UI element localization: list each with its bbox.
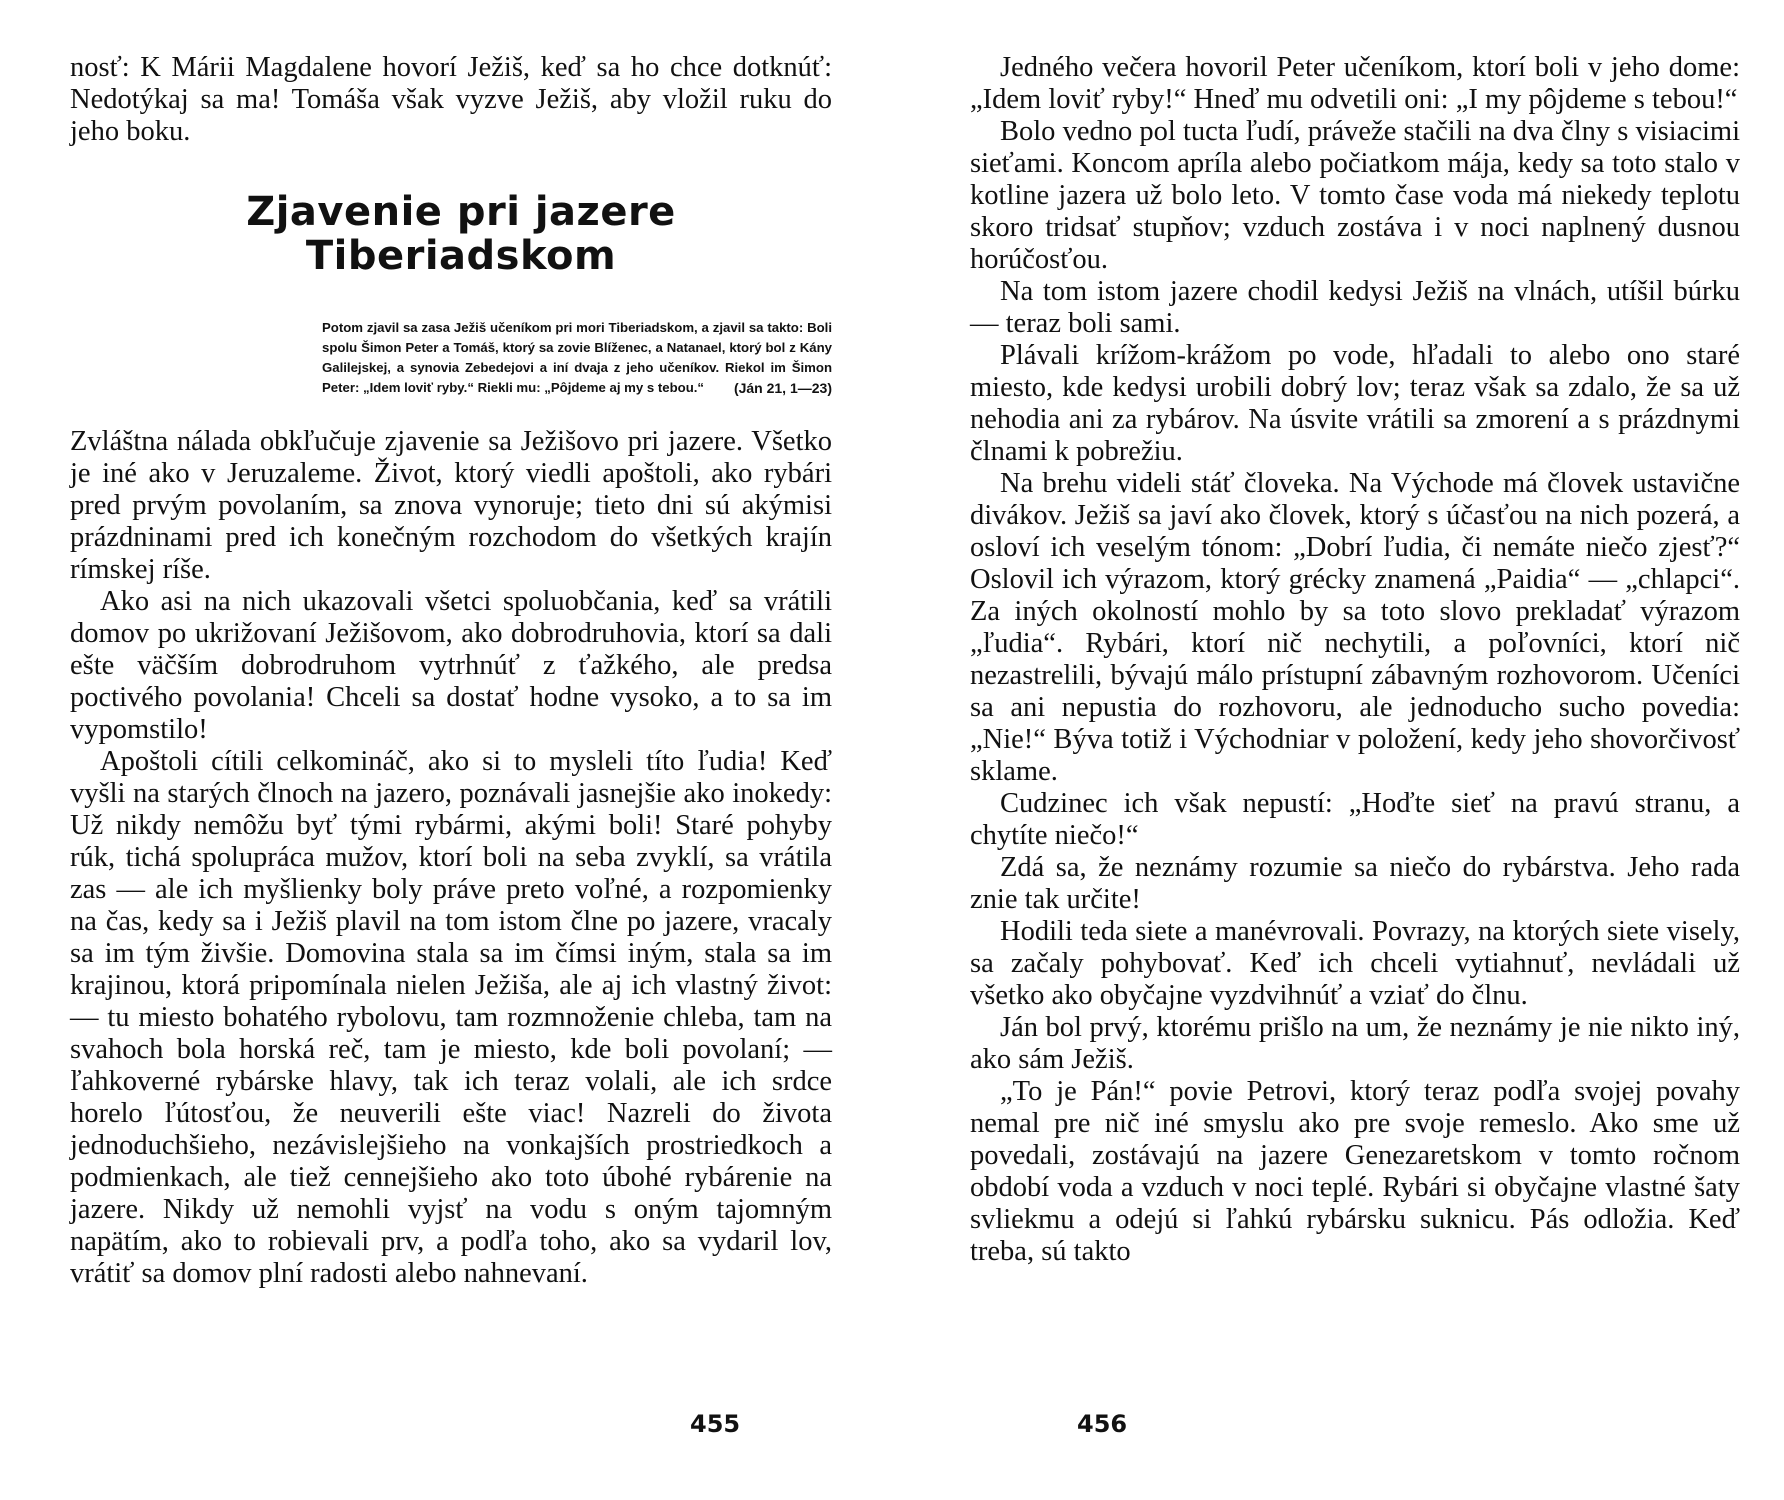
left-text-column	[70, 52, 832, 1290]
epigraph-text: Potom zjavil sa zasa Ježiš učeníkom pri mori Tiberiadskom, a zjavil sa takto: Boli spolu Šimon Peter a Tomáš, ktorý sa zovie Blíženec, a Natanael, ktorý bol z Kány Galilejskej, a synovia Zebedejovi a iní dvaja z jeho učeníkov. Riekol im Šimon Peter: „Idem loviť ryby.“ Riekli mu: „Pôjdeme aj my s tebou.“	[322, 320, 832, 395]
body-paragraph: Cudzinec ich však nepustí: „Hoďte sieť na pravú stranu, a chytíte niečo!“	[970, 788, 1740, 851]
right-text-column	[970, 52, 1740, 1268]
body-paragraph: Zdá sa, že neznámy rozumie sa niečo do rybárstva. Jeho rada znie tak určite!	[970, 852, 1740, 915]
page-number: 456	[1077, 1410, 1128, 1438]
scripture-epigraph	[322, 318, 832, 398]
epigraph-reference: (Ján 21, 1—23)	[733, 380, 832, 396]
continued-paragraph: nosť: K Márii Magdalene hovorí Ježiš, keď sa ho chce dotknúť: Nedotýkaj sa ma! Tomáša však vyzve Ježiš, aby vložil ruku do jeho boku.	[70, 52, 832, 147]
section-title: Zjavenie pri jazere Tiberiadskom	[246, 189, 676, 279]
body-paragraph: Zvláštna nálada obkľučuje zjavenie sa Ježišovo pri jazere. Všetko je iné ako v Jeruzaleme. Život, ktorý viedli apoštoli, ako rybári pred prvým povolaním, sa znova vynoruje; tieto dni sú akýmisi prázdninami pred ich konečným rozchodom do všetkých krajín rímskej ríše.	[70, 426, 832, 585]
body-paragraph: Hodili teda siete a manévrovali. Povrazy, na ktorých siete visely, sa začaly pohybovať. Keď ich chceli vytiahnuť, nevládali už všetko ako obyčajne vyzdvihnúť a vziať do člnu.	[970, 916, 1740, 1011]
body-paragraph: Apoštoli cítili celkomináč, ako si to mysleli títo ľudia! Keď vyšli na starých člnoch na jazero, poznávali jasnejšie ako inokedy: Už nikdy nemôžu byť tými rybármi, akými boli! Staré pohyby rúk, tichá spolupráca mužov, ktorí boli na seba zvyklí, sa vrátila zas — ale ich myšlienky boly práve preto voľné, a rozpomienky na čas, kedy sa i Ježiš plavil na tom istom člne po jazere, vracaly sa im tým živšie. Domovina stala sa im čímsi iným, stala sa im krajinou, ktorá pripomínala nielen Ježiša, ale aj ich vlastný život: — tu miesto bohatého rybolovu, tam rozmnoženie chleba, tam na svahoch bola horská reč, tam je miesto, kde boli povolaní; — ľahkoverné rybárske hlavy, tak ich teraz volali, ale ich srdce horelo ľútosťou, že neuverili ešte viac! Nazreli do života jednoduchšieho, nezávislejšieho na vonkajších prostriedkoch a podmienkach, ale tiež cennejšieho ako toto úbohé rybárenie na jazere. Nikdy už nemohli vyjsť na vodu s oným tajomným napätím, ako to robievali prv, a podľa toho, ako sa vydaril lov, vrátiť sa domov plní radosti alebo nahnevaní.	[70, 746, 832, 1289]
body-paragraph: Bolo vedno pol tucta ľudí, práveže stačili na dva člny s visiacimi sieťami. Koncom apríla alebo počiatkom mája, kedy sa toto stalo v kotline jazera už bolo leto. V tomto čase voda má niekedy teplotu skoro tridsať stupňov; vzduch zostáva i v noci naplnený dusnou horúčosťou.	[970, 116, 1740, 275]
body-paragraph: Jedného večera hovoril Peter učeníkom, ktorí boli v jeho dome: „Idem loviť ryby!“ Hneď mu odvetili oni: „I my pôjdeme s tebou!“	[970, 52, 1740, 115]
body-paragraph: Plávali krížom-krážom po vode, hľadali to alebo ono staré miesto, kde kedysi urobili dobrý lov; teraz však sa zdalo, že sa už nehodia ani za rybárov. Na úsvite vrátili sa zmorení a s prázdnymi člnami k pobrežiu.	[970, 340, 1740, 467]
body-paragraph: Na tom istom jazere chodil kedysi Ježiš na vlnách, utíšil búrku — teraz boli sami.	[970, 276, 1740, 339]
body-paragraph: Ján bol prvý, ktorému prišlo na um, že neznámy je nie nikto iný, ako sám Ježiš.	[970, 1012, 1740, 1075]
right-page	[892, 0, 1784, 1500]
body-paragraph: Na brehu videli stáť človeka. Na Východe má človek ustavične divákov. Ježiš sa javí ako človek, ktorý s účasťou na nich pozerá, a osloví ich veselým tónom: „Dobrí ľudia, či nemáte niečo zjesť?“ Oslovil ich výrazom, ktorý grécky znamená „Paidia“ — „chlapci“. Za iných okolností mohlo by sa toto slovo prekladať výrazom „ľudia“. Rybári, ktorí nič nechytili, a poľovníci, ktorí nič nezastrelili, bývajú málo prístupní zábavným rozhovorom. Učeníci sa ani nepustia do rozhovoru, ale jednoducho sucho povedia: „Nie!“ Býva totiž i Východniar v položení, kedy jeho shovorčivosť sklame.	[970, 468, 1740, 787]
body-paragraph: „To je Pán!“ povie Petrovi, ktorý teraz podľa svojej povahy nemal pre nič iné smyslu ako pre svoje remeslo. Ako sme už povedali, zostávajú na jazere Genezaretskom v tomto ročnom období voda a vzduch v noci teplé. Rybári si obyčajne vlastné šaty svliekmu a odejú si ľahkú rybársku suknicu. Pás odložia. Keď treba, sú takto	[970, 1076, 1740, 1267]
body-paragraph: Ako asi na nich ukazovali všetci spoluobčania, keď sa vrátili domov po ukrižovaní Ježišovom, ako dobrodruhovia, ktorí sa dali ešte väčším dobrodruhom vytrhnúť z ťažkého, ale predsa poctivého povolania! Chceli sa dostať hodne vysoko, a to sa im vypomstilo!	[70, 586, 832, 745]
page-number: 455	[690, 1410, 741, 1438]
